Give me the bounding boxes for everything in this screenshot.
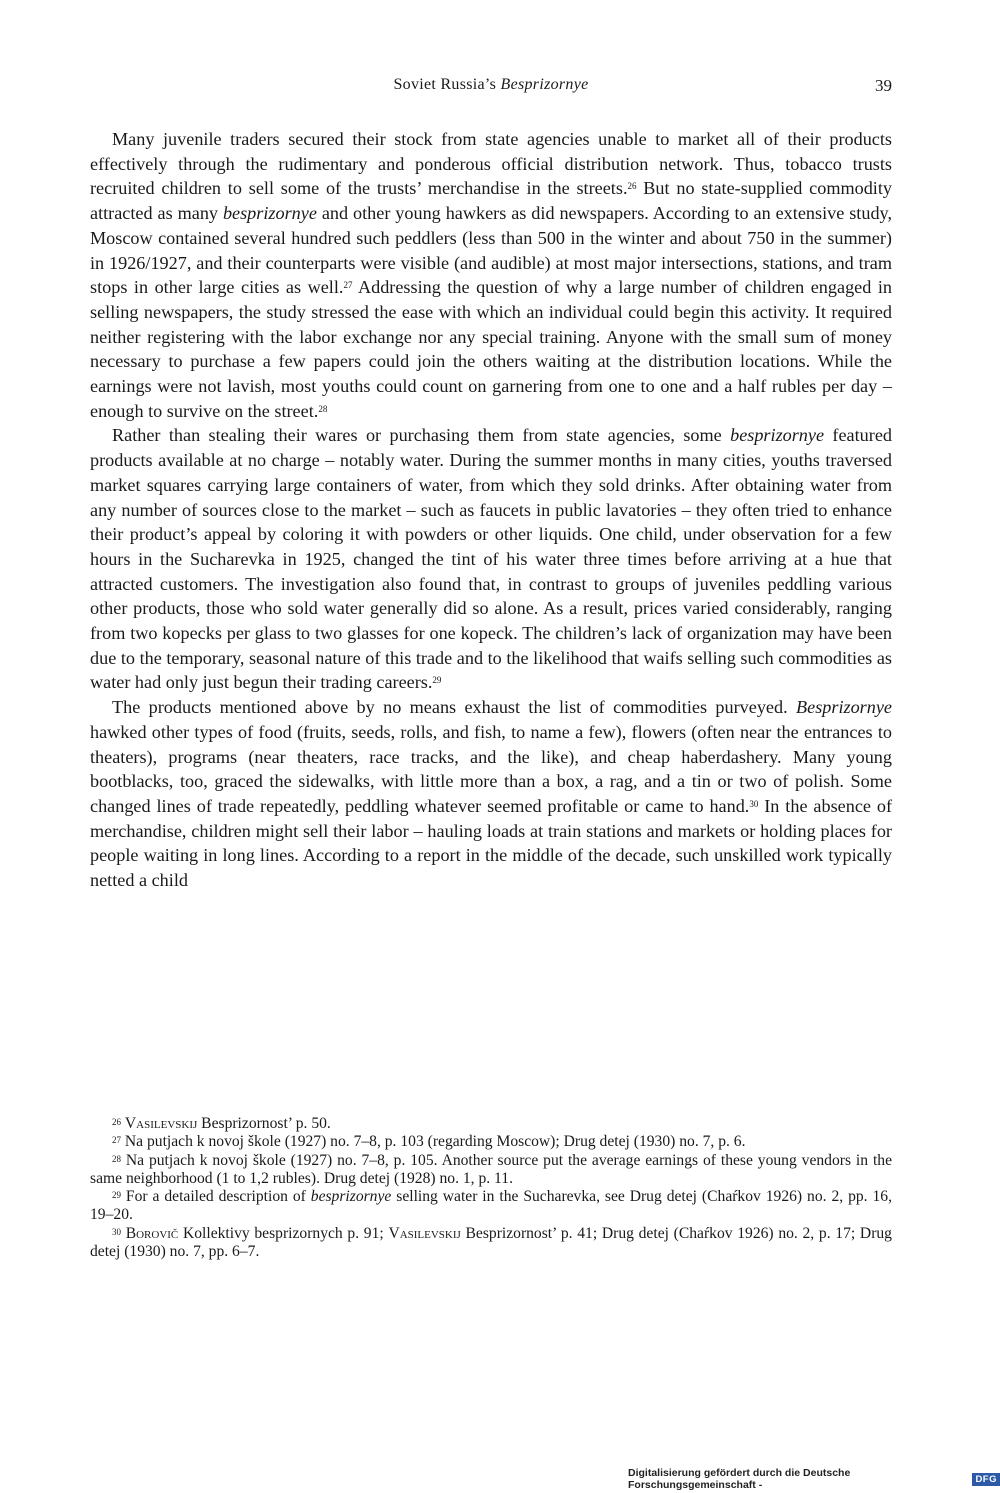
footnote-28-text: Na putjach k novoj škole (1927) no. 7–8, p. 105. Another source put the average earnings of these young vendors in the same neighborhood (1 to 1,2 rubles). Drug detej (1928) no. 1, p. 11. xyxy=(90,1151,892,1187)
p2-text-b: featured products available at no charge – notably water. During the summer months in many cities, youths traversed market squares carrying large containers of water, from which they sold drinks. After obtaining water from any number of sources close to the market – such as faucets in public lavatories – they often tried to enhance their product’s appeal by coloring it with powders or other liquids. One child, under observation for a few hours in the Sucharevka in 1925, changed the tint of his water three times before arriving at a hue that attracted customers. The investigation also found that, in contrast to groups of juveniles peddling various other products, those who sold water generally did so alone. As a result, prices varied considerably, ranging from two kopecks per glass to two glasses for one kopeck. The children’s lack of organization may have been due to the temporary, seasonal nature of this trade and to the likelihood that waifs selling such commodities as water had only just begun their trading careers. xyxy=(90,425,893,693)
footnote-26-text: Besprizornost’ p. 50. xyxy=(197,1115,331,1132)
p3-italic-besprizornye: Besprizornye xyxy=(796,697,892,718)
footnote-26-number: 26 xyxy=(112,1117,121,1127)
p1-italic-besprizornye: besprizornye xyxy=(222,203,317,224)
footnote-30-author-2: Vasilevskij xyxy=(388,1224,461,1242)
p2-text-a: Rather than stealing their wares or purchasing them from state agencies, some xyxy=(112,425,731,446)
footnote-28 xyxy=(90,1152,892,1189)
paragraph-2 xyxy=(90,423,892,695)
footnote-29-text-a: For a detailed description of xyxy=(121,1188,311,1206)
running-title-italic: Besprizornye xyxy=(500,76,589,93)
p3-text-a: The products mentioned above by no means exhaust the list of commodities purveyed. xyxy=(112,697,797,718)
footnote-30-text-a: Kollektivy besprizornych p. 91; xyxy=(178,1224,389,1242)
digitization-credit-text: Digitalisierung gefördert durch die Deutsche Forschungsgemeinschaft - xyxy=(628,1467,851,1491)
footnote-30 xyxy=(90,1225,892,1262)
footnote-29-number: 29 xyxy=(112,1190,121,1201)
running-title-plain: Soviet Russia’s xyxy=(393,76,501,93)
body-text xyxy=(90,127,892,893)
digitization-credit xyxy=(628,1467,1000,1491)
p1-text-d: Addressing the question of why a large number of children engaged in selling newspapers, the study stressed the ease with which an individual could begin this activity. It required neither registering with the labor exchange nor any special training. Anyone with the small sum of money necessary to purchase a few papers could join the others waiting at the distribution locations. While the earnings were not lavish, most youths could count on garnering from one to one and a half rubles per day – enough to survive on the street. xyxy=(90,277,892,421)
paragraph-1 xyxy=(90,127,892,423)
p1-text-c: and other young hawkers as did newspapers. According to an extensive study, Moscow contained several hundred such peddlers (less than 500 in the winter and about 750 in the summer) in 1926/1927, and their counterparts were visible (and audible) at most major intersections, stations, and tram stops in other large cities as well. xyxy=(90,203,892,298)
footnote-ref-30: 30 xyxy=(749,798,759,809)
p1-text-a: Many juvenile traders secured their stock from state agencies unable to market all of their products effectively through the rudimentary and ponderous official distribution network. Thus, tobacco trusts recruited children to sell some of the trusts’ merchandise in the streets. xyxy=(90,129,892,199)
footnote-29 xyxy=(90,1188,892,1225)
footnote-27-text: Na putjach k novoj škole (1927) no. 7–8, p. 103 (regarding Moscow); Drug detej (1930) no. 7, p. 6. xyxy=(121,1133,746,1151)
footnote-30-number: 30 xyxy=(112,1226,121,1237)
p1-text-b: But no state-supplied commodity attracted as many xyxy=(90,178,892,224)
footnote-ref-29: 29 xyxy=(432,675,442,686)
dfg-logo: DFG xyxy=(972,1473,1000,1486)
footnote-30-text-b: Besprizornost’ p. 41; Drug detej (Chaŕkov 1926) no. 2, p. 17; Drug detej (1930) no. 7, pp. 6–7. xyxy=(90,1224,892,1261)
footnote-28-number: 28 xyxy=(112,1153,121,1164)
footnotes xyxy=(90,1115,892,1261)
footnote-ref-27: 27 xyxy=(343,280,353,291)
footnote-30-author-1: Borovič xyxy=(125,1224,179,1242)
footnote-26 xyxy=(90,1115,892,1133)
footnote-27-number: 27 xyxy=(112,1135,121,1146)
footnote-27 xyxy=(90,1133,892,1151)
footnote-29-italic: besprizornye xyxy=(310,1188,392,1206)
running-title xyxy=(90,76,892,94)
paragraph-3 xyxy=(90,695,892,893)
p2-italic-besprizornye: besprizornye xyxy=(730,425,825,446)
p3-text-b: hawked other types of food (fruits, seeds, rolls, and fish, to name a few), flowers (often near the entrances to theaters), programs (near theaters, race tracks, and the like), and cheap haberdashery. Many young bootblacks, too, graced the sidewalks, with little more than a box, a rag, and a tin or two of polish. Some changed lines of trade repeatedly, peddling whatever seemed profitable or came to hand. xyxy=(90,721,892,816)
footnote-ref-28: 28 xyxy=(318,403,328,414)
footnote-ref-26: 26 xyxy=(627,181,637,192)
p3-text-c: In the absence of merchandise, children might sell their labor – hauling loads at train stations and markets or holding places for people waiting in long lines. According to a report in the middle of the decade, such unskilled work typically netted a child xyxy=(90,795,893,891)
footnote-26-author: Vasilevskij xyxy=(124,1115,198,1132)
page-number: 39 xyxy=(875,76,892,95)
footnote-29-text-b: selling water in the Sucharevka, see Drug detej (Chaŕkov 1926) no. 2, pp. 16, 19–20. xyxy=(90,1188,892,1224)
